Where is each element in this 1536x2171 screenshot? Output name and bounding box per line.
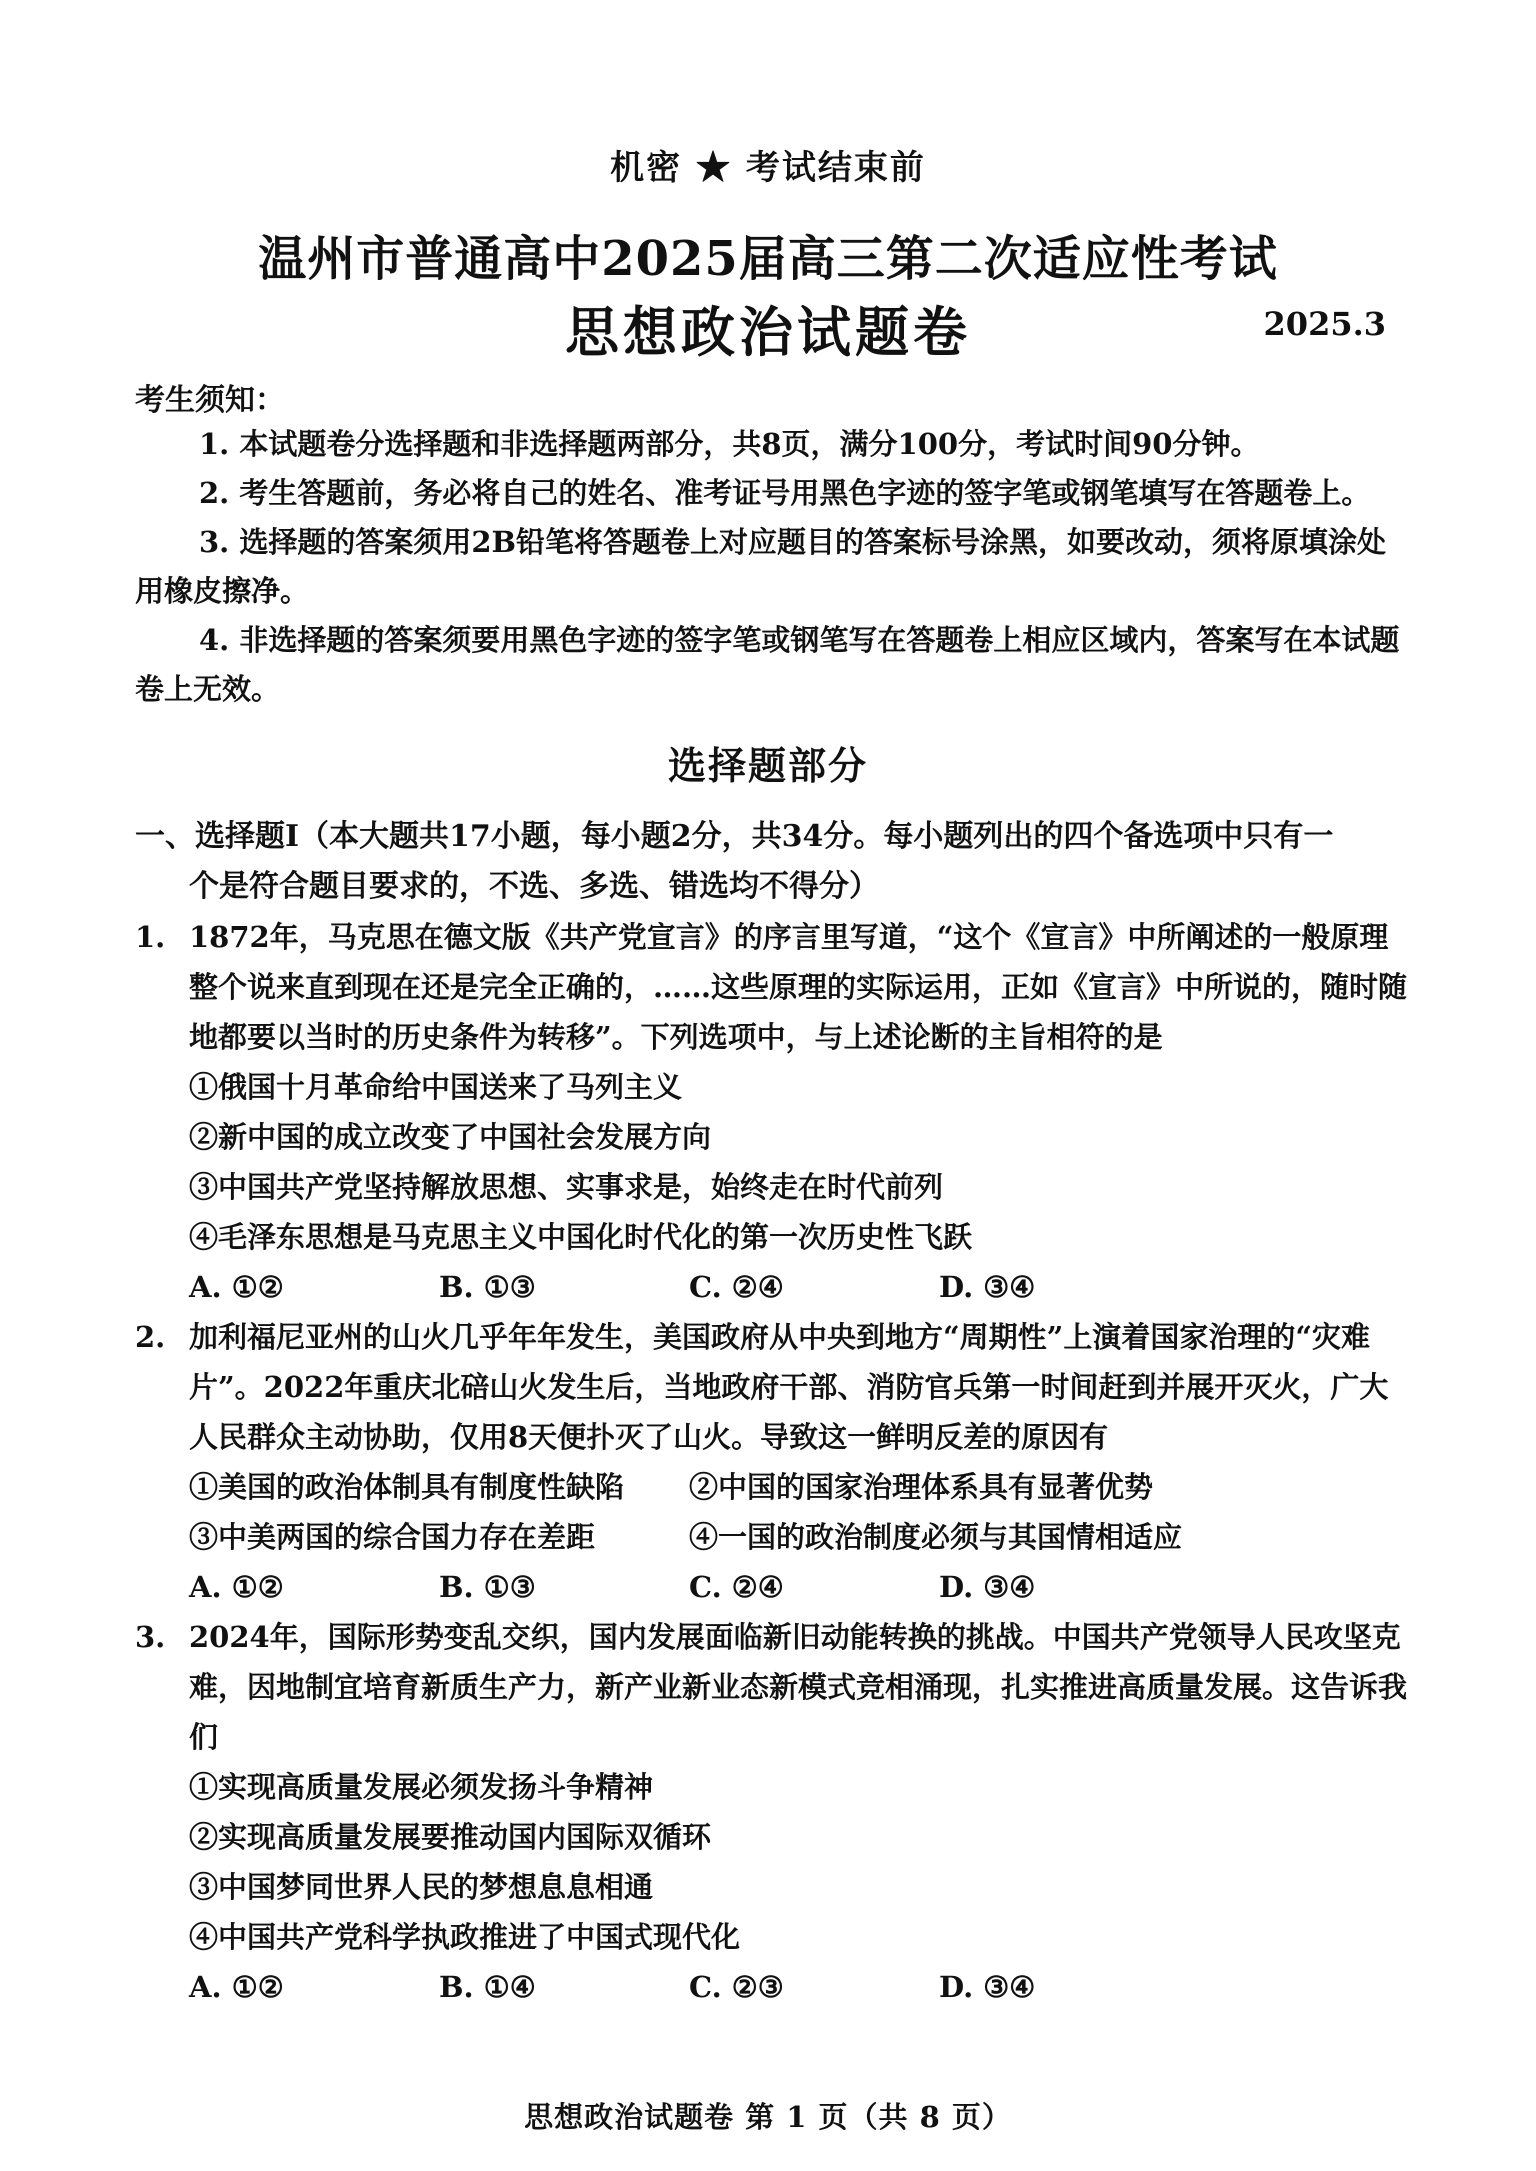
option-a: A. ①② (189, 1270, 284, 1304)
notice-title: 考生须知： (135, 383, 285, 418)
option-list (135, 1562, 1415, 1612)
option-b: B. ①③ (439, 1270, 536, 1304)
question-stem (135, 912, 1415, 1062)
option-a: A. ①② (189, 1570, 284, 1604)
option-a: A. ①② (189, 1970, 284, 2004)
question-number: 1. (135, 920, 166, 954)
question-text: 2024年，国际形势变乱交织，国内发展面临新旧动能转换的挑战。中国共产党领导人民攻坚克难，因地制宜培育新质生产力，新产业新业态新模式竞相涌现，扎实推进高质量发展。这告诉我们 (189, 1620, 1408, 1754)
option-b: B. ①③ (439, 1570, 536, 1604)
notice-item-3: 3. 选择题的答案须用2B铅笔将答题卷上对应题目的答案标号涂黑，如要改动，须将原填涂处用橡皮擦净。 (135, 525, 1387, 608)
question-1 (135, 912, 1415, 1312)
question-text: 加利福尼亚州的山火几乎年年发生，美国政府从中央到地方“周期性”上演着国家治理的“灾难片”。2022年重庆北碚山火发生后，当地政府干部、消防官兵第一时间赶到并展开灭火，广大人民群众主动协助，仅用8天便扑灭了山火。导致这一鲜明反差的原因有 (189, 1320, 1389, 1454)
notice-list (135, 420, 1415, 714)
statement: ②新中国的成立改变了中国社会发展方向 (189, 1120, 712, 1154)
option-c: C. ②③ (689, 1970, 784, 2004)
exam-title: 温州市普通高中2025届高三第二次适应性考试 (258, 231, 1278, 287)
part-heading-line-2: 个是符合题目要求的，不选、多选、错选均不得分） (189, 869, 879, 904)
question-3 (135, 1612, 1415, 2012)
page-footer: 思想政治试题卷 第 1 页（共 8 页） (524, 2100, 1012, 2134)
question-text: 1872年，马克思在德文版《共产党宣言》的序言里写道，“这个《宣言》中所阐述的一般原理整个说来直到现在还是完全正确的，……这些原理的实际运用，正如《宣言》中所说的，随时随地都要以当时的历史条件为转移”。下列选项中，与上述论断的主旨相符的是 (189, 920, 1408, 1054)
statement: ①美国的政治体制具有制度性缺陷 (189, 1470, 625, 1504)
statement: ①俄国十月革命给中国送来了马列主义 (189, 1070, 683, 1104)
statement: ②实现高质量发展要推动国内国际双循环 (189, 1820, 712, 1854)
option-list (135, 1962, 1415, 2012)
part-heading-line-1: 一、选择题Ⅰ（本大题共17小题，每小题2分，共34分。每小题列出的四个备选项中只有一 (135, 819, 1334, 854)
statement: ④中国共产党科学执政推进了中国式现代化 (189, 1920, 741, 1954)
statement-list (135, 1762, 1415, 1962)
exam-date: 2025.3 (1263, 305, 1386, 343)
option-c: C. ②④ (689, 1570, 784, 1604)
question-number: 3. (135, 1620, 166, 1654)
statement: ④一国的政治制度必须与其国情相适应 (689, 1520, 1183, 1554)
option-b: B. ①④ (439, 1970, 536, 2004)
notice-item-4: 4. 非选择题的答案须要用黑色字迹的签字笔或钢笔写在答题卷上相应区域内，答案写在本试题卷上无效。 (135, 623, 1400, 706)
statement: ④毛泽东思想是马克思主义中国化时代化的第一次历史性飞跃 (189, 1220, 973, 1254)
option-list (135, 1262, 1415, 1312)
statement: ②中国的国家治理体系具有显著优势 (689, 1470, 1154, 1504)
statement: ①实现高质量发展必须发扬斗争精神 (189, 1770, 654, 1804)
option-c: C. ②④ (689, 1270, 784, 1304)
statement-list (135, 1462, 1415, 1562)
subject-title: 思想政治试题卷 (565, 300, 971, 364)
section-title: 选择题部分 (667, 743, 868, 788)
statement: ③中国共产党坚持解放思想、实事求是，始终走在时代前列 (189, 1170, 944, 1204)
question-stem (135, 1612, 1415, 1762)
notice-item-2: 2. 考生答题前，务必将自己的姓名、准考证号用黑色字迹的签字笔或钢笔填写在答题卷上。 (199, 476, 1371, 510)
part-heading (135, 812, 1415, 912)
option-d: D. ③④ (939, 1970, 1036, 2004)
confidential-label: 机密 ★ 考试结束前 (610, 148, 926, 188)
option-d: D. ③④ (939, 1270, 1036, 1304)
question-2 (135, 1312, 1415, 1612)
statement: ③中国梦同世界人民的梦想息息相通 (189, 1870, 654, 1904)
statement: ③中美两国的综合国力存在差距 (189, 1520, 596, 1554)
notice-item-1: 1. 本试题卷分选择题和非选择题两部分，共8页，满分100分，考试时间90分钟。 (199, 427, 1260, 461)
statement-list (135, 1062, 1415, 1262)
question-stem (135, 1312, 1415, 1462)
question-list (135, 912, 1415, 2012)
question-number: 2. (135, 1320, 166, 1354)
option-d: D. ③④ (939, 1570, 1036, 1604)
